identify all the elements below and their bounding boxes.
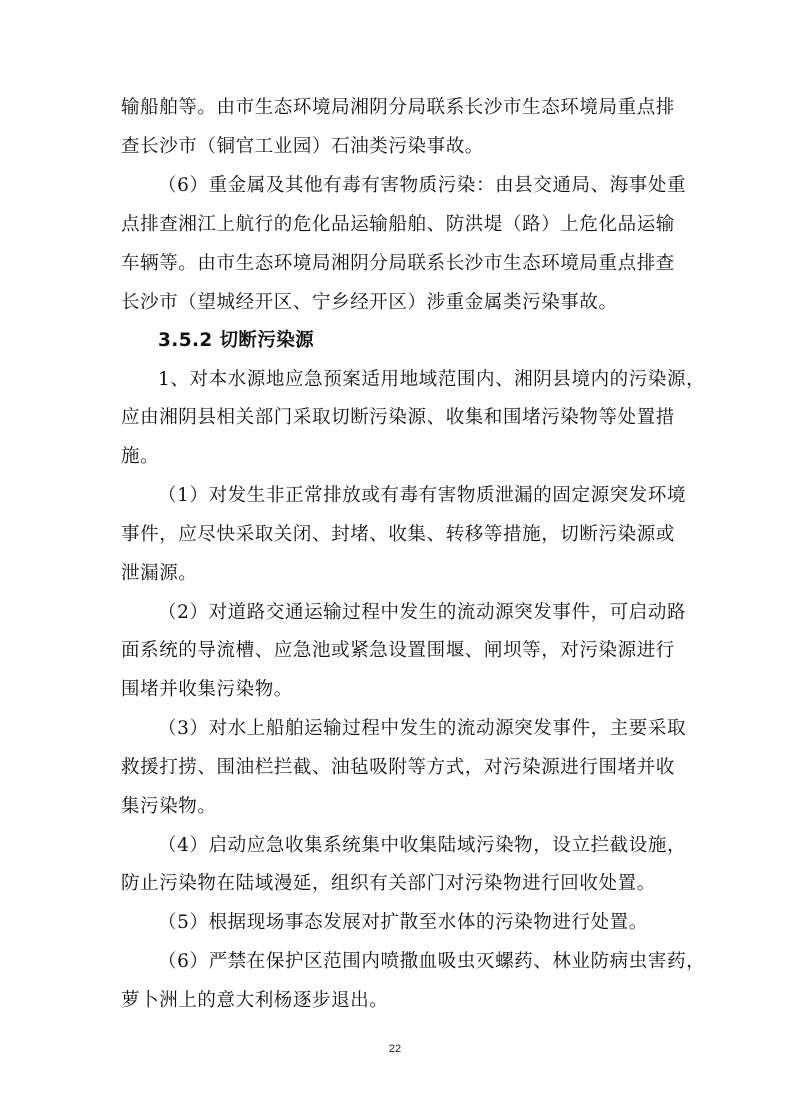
paragraph-start-line: 1、对本水源地应急预案适用地域范围内、湘阴县境内的污染源， [158,369,706,390]
body-line: 长沙市（望城经开区、宁乡经开区）涉重金属类污染事故。 [121,292,618,313]
paragraph-start-line: （1）对发生非正常排放或有毒有害物质泄漏的固定源突发环境 [158,485,687,506]
body-line: 泄漏源。 [121,563,198,584]
paragraph-start-line: （3）对水上船舶运输过程中发生的流动源突发事件，主要采取 [158,718,687,739]
body-line: 事件，应尽快采取关闭、封堵、收集、转移等措施，切断污染源或 [121,524,675,545]
body-line: 应由湘阴县相关部门采取切断污染源、收集和围堵污染物等处置措 [121,407,675,428]
body-line: 面系统的导流槽、应急池或紧急设置围堰、闸坝等，对污染源进行 [121,640,675,661]
body-line: 萝卜洲上的意大利杨逐步退出。 [121,990,389,1011]
body-line: 围堵并收集污染物。 [121,679,293,700]
paragraph-start-line: （6）严禁在保护区范围内喷撒血吸虫灭螺药、林业防病虫害药， [158,951,706,972]
body-line: 输船舶等。由市生态环境局湘阴分局联系长沙市生态环境局重点排 [121,97,675,118]
paragraph-start-line: （2）对道路交通运输过程中发生的流动源突发事件，可启动路 [158,602,687,623]
paragraph-start-line: （5）根据现场事态发展对扩散至水体的污染物进行处置。 [158,912,648,933]
body-line: 查长沙市（铜官工业园）石油类污染事故。 [121,136,484,157]
body-line: 点排查湘江上航行的危化品运输船舶、防洪堤（路）上危化品运输 [121,214,675,235]
page-number: 22 [388,1043,402,1055]
body-line: 车辆等。由市生态环境局湘阴分局联系长沙市生态环境局重点排查 [121,253,675,274]
body-line: 救援打捞、围油栏拦截、油毡吸附等方式，对污染源进行围堵并收 [121,757,675,778]
paragraph-start-line: （6）重金属及其他有毒有害物质污染：由县交通局、海事处重 [158,175,687,196]
body-line: 防止污染物在陆域漫延，组织有关部门对污染物进行回收处置。 [121,873,656,894]
section-heading: 3.5.2 切断污染源 [158,330,315,351]
body-line: 施。 [121,446,160,467]
body-line: 集污染物。 [121,796,217,817]
paragraph-start-line: （4）启动应急收集系统集中收集陆域污染物，设立拦截设施， [158,835,687,856]
